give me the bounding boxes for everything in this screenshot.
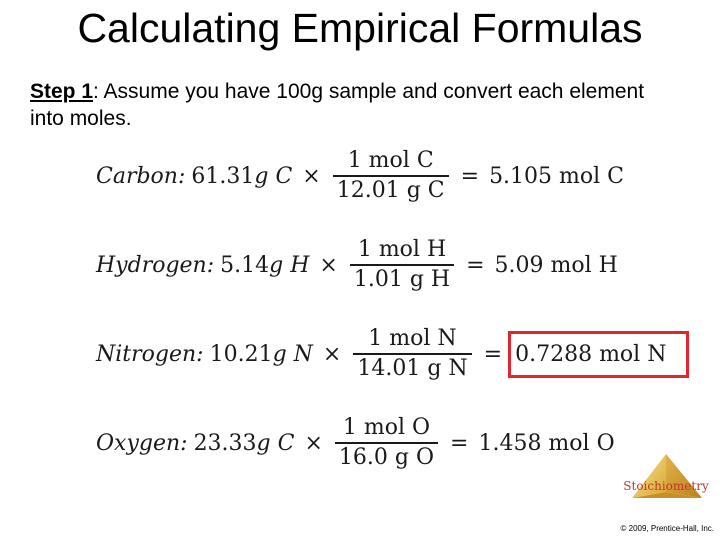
- mass-symbol: H: [290, 252, 310, 278]
- element-label: Carbon:: [96, 163, 186, 189]
- fraction-numerator: 1 mol H: [357, 237, 447, 262]
- fraction-denominator: 16.0 g O: [338, 445, 435, 470]
- mass-symbol: N: [293, 341, 313, 367]
- mole-result: 1.458 mol O: [478, 430, 615, 456]
- equals-sign: =: [460, 163, 480, 189]
- mass-symbol: C: [275, 163, 293, 189]
- times-sign: ×: [304, 430, 323, 456]
- equation-nitrogen: [96, 324, 689, 384]
- mass-value: 23.33: [193, 430, 257, 456]
- mass-unit: g: [256, 430, 271, 456]
- times-sign: ×: [302, 163, 321, 189]
- conversion-fraction: [350, 236, 454, 294]
- step-text: : Assume you have 100g sample and convert each element into moles.: [30, 80, 645, 130]
- equals-sign: =: [483, 341, 503, 367]
- highlighted-mole-result: 0.7288 mol N: [508, 331, 689, 378]
- mole-result: 5.09 mol H: [494, 252, 618, 278]
- mass-value: 10.21: [209, 341, 273, 367]
- conversion-fraction: [335, 414, 438, 472]
- fraction-denominator: 14.01 g N: [357, 356, 468, 381]
- mass-unit: g: [269, 252, 284, 278]
- mass-value: 61.31: [191, 163, 255, 189]
- equation-carbon: [96, 146, 624, 206]
- equation-hydrogen: [96, 235, 618, 295]
- mole-result: 5.105 mol C: [489, 163, 625, 189]
- times-sign: ×: [319, 252, 338, 278]
- equals-sign: =: [450, 430, 469, 456]
- equation-oxygen: [96, 413, 615, 473]
- fraction-numerator: 1 mol N: [368, 326, 457, 351]
- element-label: Nitrogen:: [96, 341, 204, 367]
- fraction-denominator: 1.01 g H: [353, 267, 451, 292]
- mass-symbol: C: [277, 430, 295, 456]
- fraction-denominator: 12.01 g C: [336, 178, 445, 203]
- conversion-fraction: [333, 147, 449, 205]
- element-label: Hydrogen:: [96, 252, 215, 278]
- conversion-fraction: [353, 325, 471, 383]
- fraction-numerator: 1 mol O: [342, 415, 431, 440]
- equals-sign: =: [466, 252, 485, 278]
- fraction-numerator: 1 mol C: [347, 148, 434, 173]
- times-sign: ×: [322, 341, 342, 367]
- slide-title: Calculating Empirical Formulas: [77, 5, 643, 51]
- mass-unit: g: [272, 341, 287, 367]
- step-instruction: [30, 78, 670, 132]
- element-label: Oxygen:: [96, 430, 188, 456]
- step-label: Step 1: [30, 80, 94, 103]
- mass-value: 5.14: [220, 252, 270, 278]
- badge-label: Stoichiometry: [623, 479, 709, 493]
- copyright-notice: © 2009, Prentice-Hall, Inc.: [620, 524, 714, 533]
- mass-unit: g: [254, 163, 269, 189]
